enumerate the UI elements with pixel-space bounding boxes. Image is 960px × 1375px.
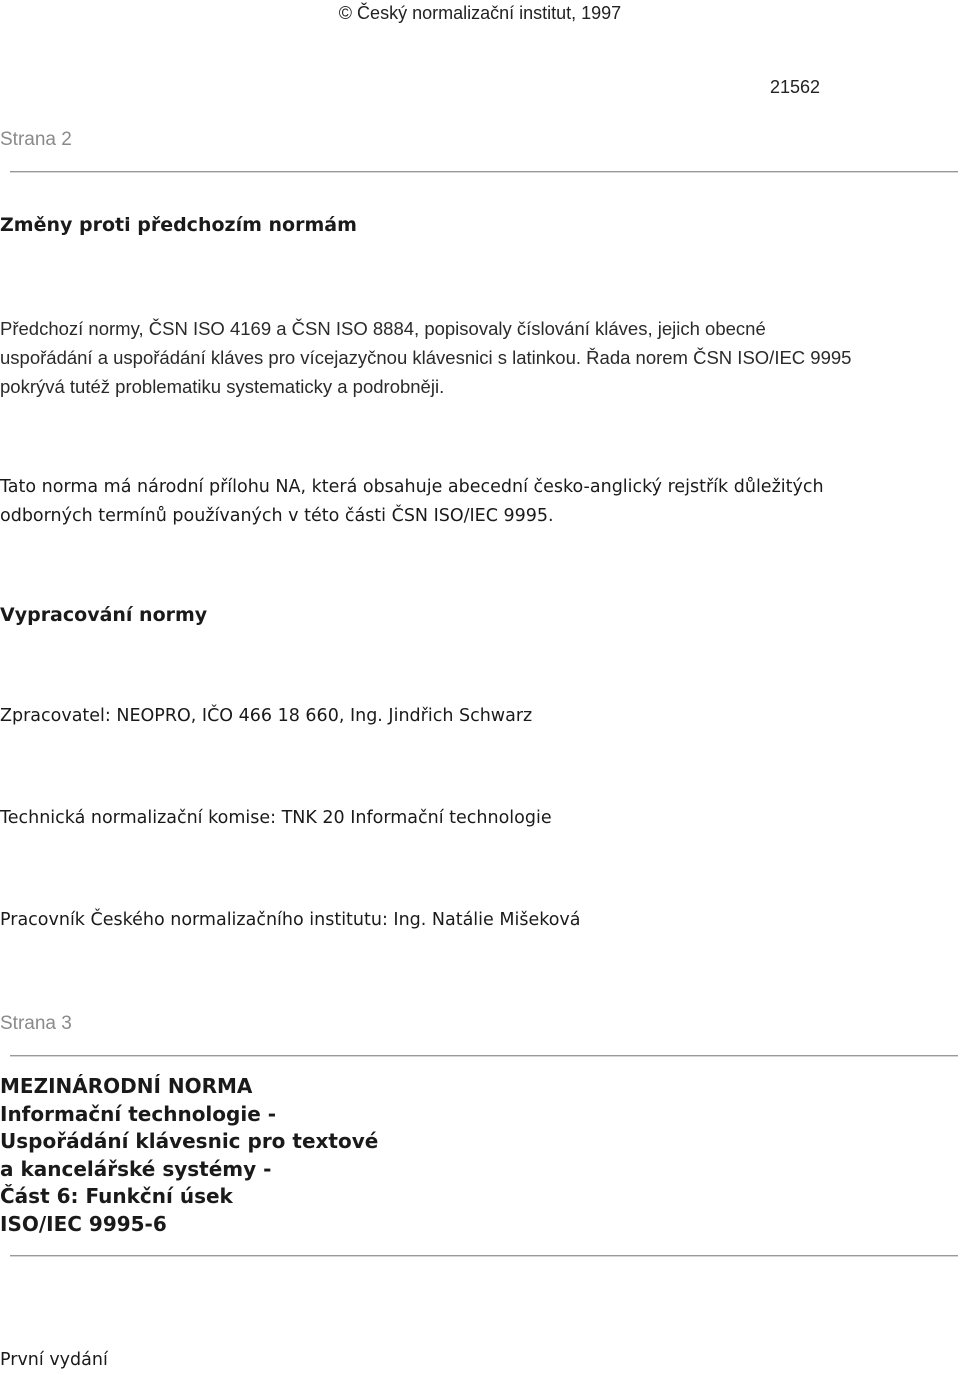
committee-line: Technická normalizační komise: TNK 20 Informační technologie xyxy=(0,808,552,828)
title-line: a kancelářské systémy - xyxy=(0,1156,272,1181)
heading-changes: Změny proti předchozím normám xyxy=(0,214,357,236)
page-label-3: Strana 3 xyxy=(0,1013,72,1034)
title-line: ISO/IEC 9995-6 xyxy=(0,1211,167,1236)
institute-worker-line: Pracovník Českého normalizačního institutu: Ing. Natálie Mišeková xyxy=(0,910,581,930)
paragraph-line: uspořádání a uspořádání kláves pro vícejazyčnou klávesnici s latinkou. Řada norem ČSN ISO/IEC 9995 xyxy=(0,347,852,368)
paragraph-changes xyxy=(0,314,960,401)
title-divider xyxy=(10,1255,958,1257)
edition-line: První vydání xyxy=(0,1350,108,1370)
paragraph-line: Předchozí normy, ČSN ISO 4169 a ČSN ISO 8884, popisovaly číslování kláves, jejich obecné xyxy=(0,318,766,339)
copyright-notice: © Český normalizační institut, 1997 xyxy=(338,3,622,23)
paragraph-line: odborných termínů používaných v této části ČSN ISO/IEC 9995. xyxy=(0,506,554,526)
page-divider-3 xyxy=(10,1055,958,1057)
processor-line: Zpracovatel: NEOPRO, IČO 466 18 660, Ing. Jindřich Schwarz xyxy=(0,706,533,726)
heading-preparation: Vypracování normy xyxy=(0,604,208,626)
title-line: Uspořádání klávesnic pro textové xyxy=(0,1129,379,1153)
paragraph-line: Tato norma má národní přílohu NA, která obsahuje abecední česko-anglický rejstřík důležitých xyxy=(0,477,824,497)
page-divider-2 xyxy=(10,171,958,173)
page-label-2: Strana 2 xyxy=(0,129,72,150)
paragraph-line: pokrývá tutéž problematiku systematicky a podrobněji. xyxy=(0,376,445,397)
document-number: 21562 xyxy=(770,77,821,97)
paragraph-annex xyxy=(0,473,960,531)
title-line: Část 6: Funkční úsek xyxy=(0,1184,233,1208)
title-line: Informační technologie - xyxy=(0,1101,277,1126)
standard-title-block xyxy=(0,1073,378,1238)
title-line: MEZINÁRODNÍ NORMA xyxy=(0,1074,253,1098)
